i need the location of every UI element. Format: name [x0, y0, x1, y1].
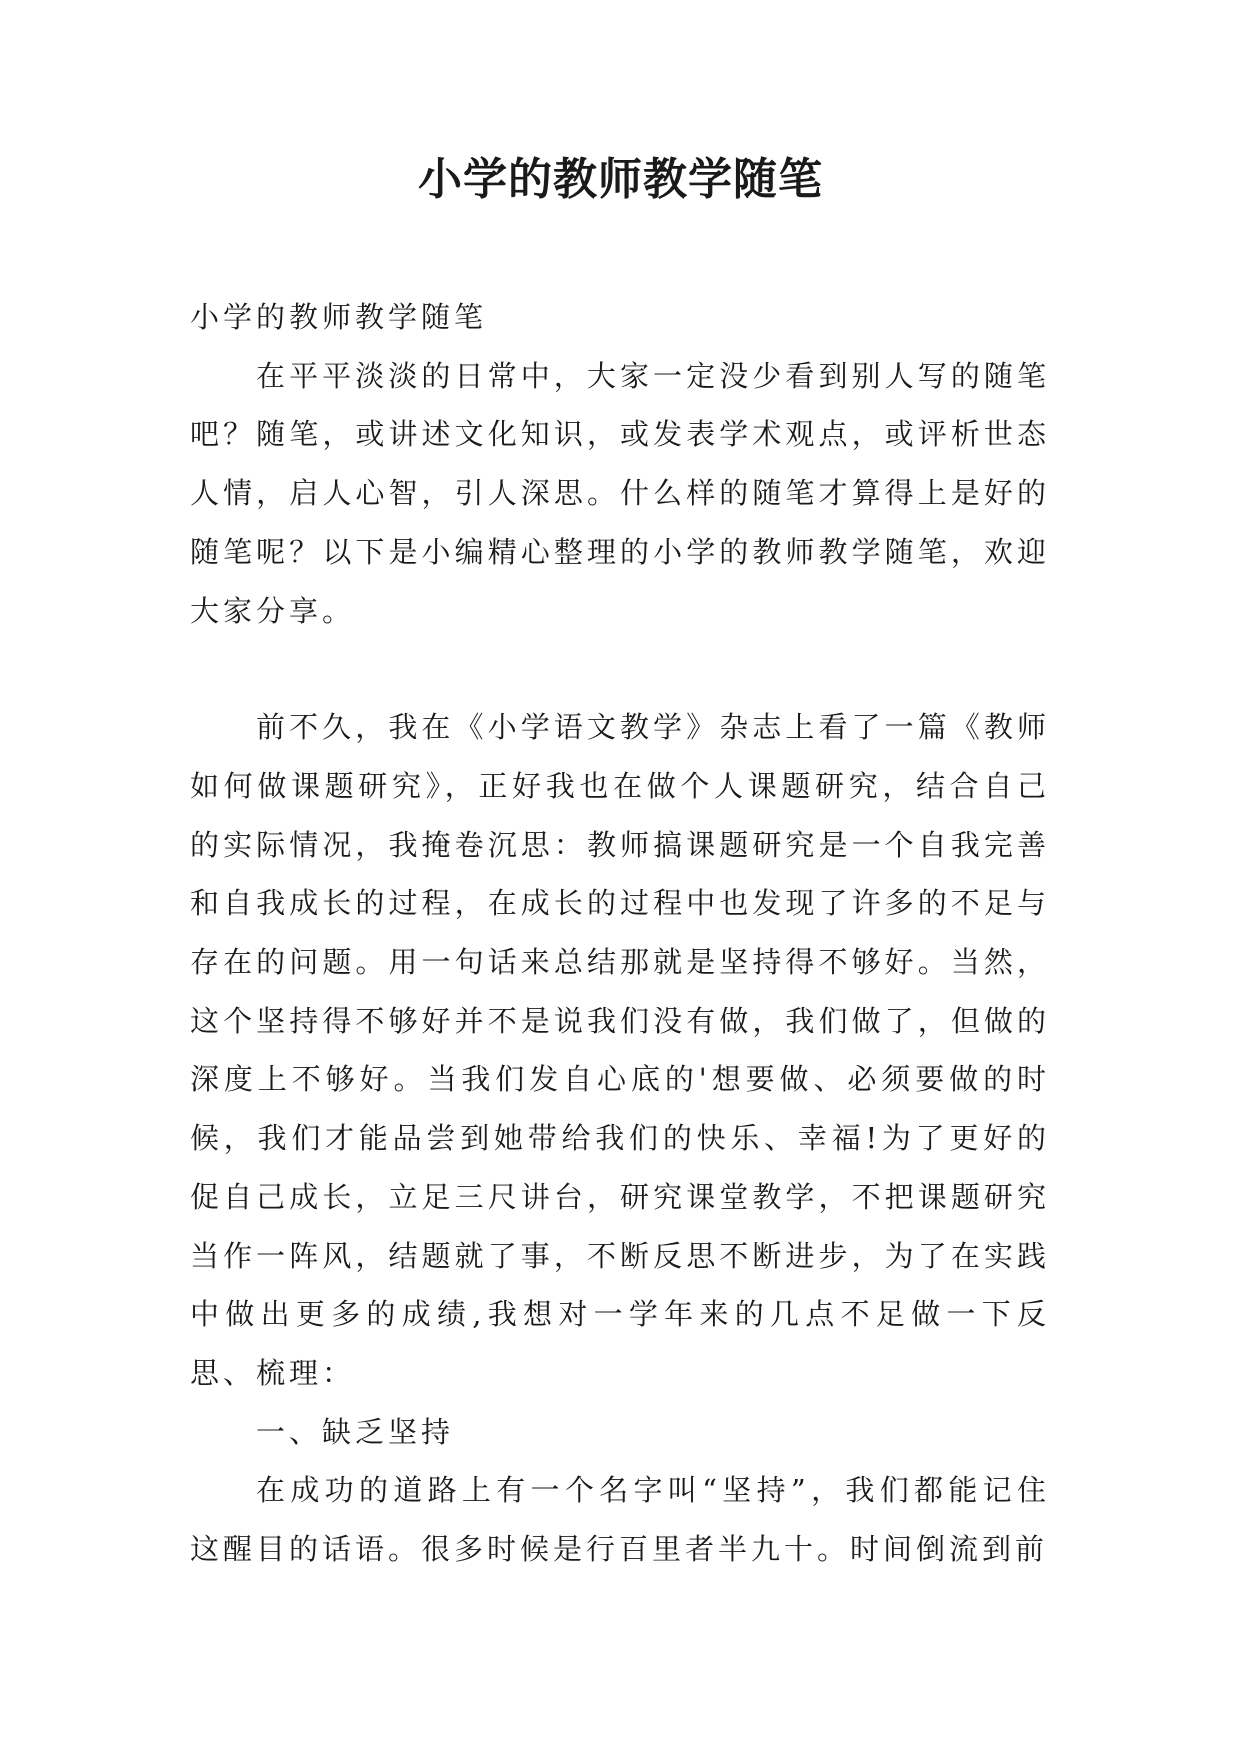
document-body [190, 288, 1050, 1579]
paragraph-spacer [190, 640, 1050, 698]
intro-paragraph: 在平平淡淡的日常中，大家一定没少看到别人写的随笔吧？随笔，或讲述文化知识，或发表学术观点，或评析世态人情，启人心智，引人深思。什么样的随笔才算得上是好的随笔呢？以下是小编精心整理的小学的教师教学随笔，欢迎大家分享。 [190, 358, 1050, 628]
section-heading: 一、缺乏坚持 [256, 1414, 455, 1449]
reflection-paragraph: 前不久，我在《小学语文教学》杂志上看了一篇《教师如何做课题研究》，正好我也在做个人课题研究，结合自己的实际情况，我掩卷沉思：教师搞课题研究是一个自我完善和自我成长的过程，在成长的过程中也发现了许多的不足与存在的问题。用一句话来总结那就是坚持得不够好。当然，这个坚持得不够好并不是说我们没有做，我们做了，但做的深度上不够好。当我们发自心底的'想要做、必须要做的时候，我们才能品尝到她带给我们的快乐、幸福!为了更好的促自己成长，立足三尺讲台，研究课堂教学，不把课题研究当作一阵风，结题就了事，不断反思不断进步，为了在实践中做出更多的成绩,我想对一学年来的几点不足做一下反思、梳理： [190, 710, 1050, 1390]
document-subtitle: 小学的教师教学随笔 [190, 300, 488, 334]
persistence-paragraph: 在成功的道路上有一个名字叫“坚持”，我们都能记住这醒目的话语。很多时候是行百里者半九十。时间倒流到前 [190, 1473, 1050, 1567]
document-title: 小学的教师教学随笔 [418, 154, 823, 205]
